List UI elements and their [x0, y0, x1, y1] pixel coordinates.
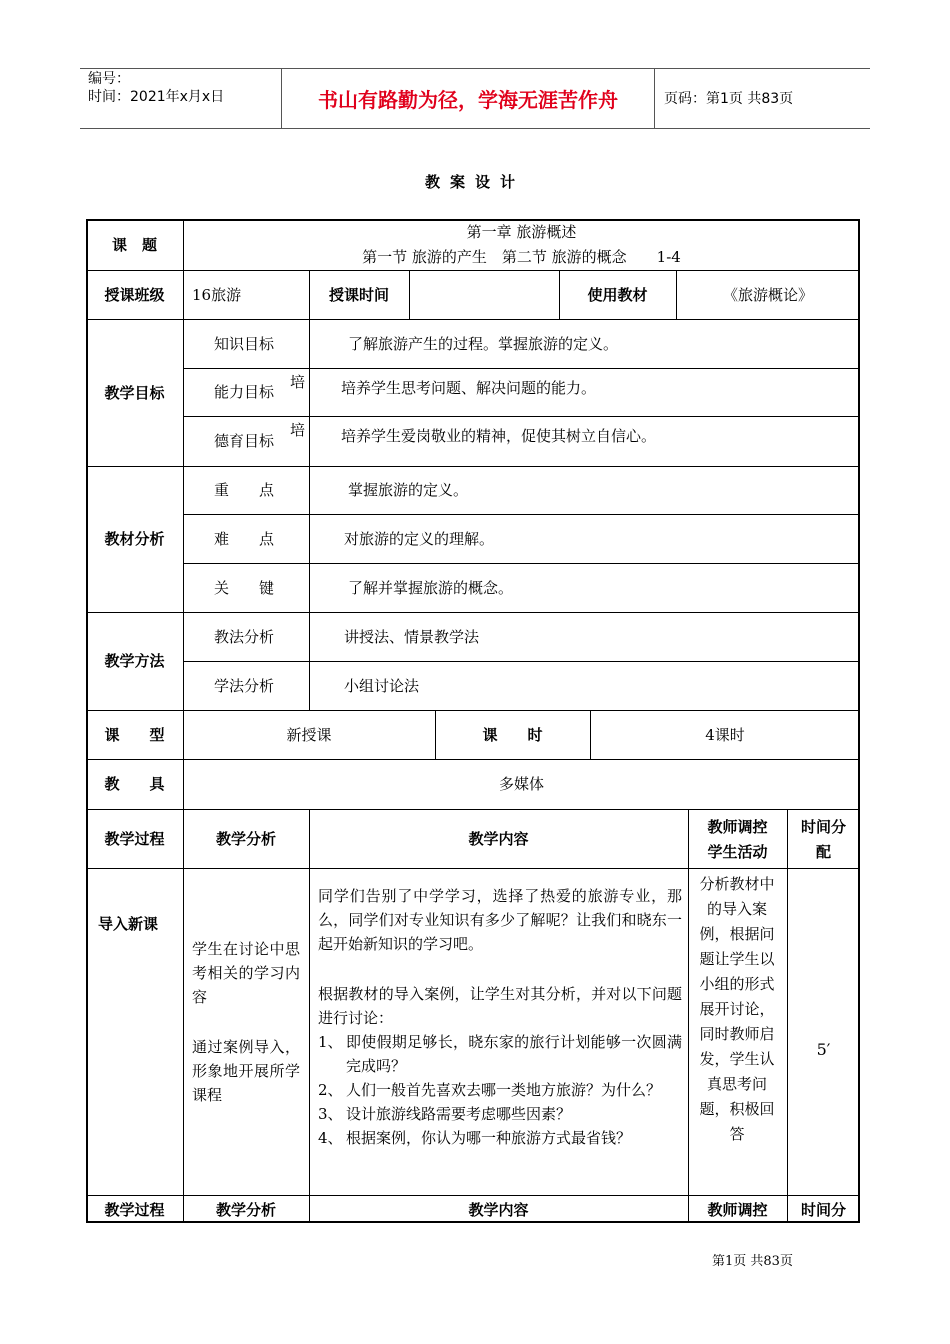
col-header-time: 配 — [815, 843, 831, 861]
header-rule-bottom — [80, 128, 870, 129]
col-header-process: 教学过程 — [104, 829, 165, 848]
textbook-value: 《旅游概论》 — [722, 285, 813, 304]
intro-question-text: 即使假期足够长，晓东家的旅行计划能够一次圆满完成吗？ — [346, 1033, 682, 1075]
intro-question-text: 设计旅游线路需要考虑哪些因素？ — [346, 1105, 572, 1123]
objectives-label: 教学目标 — [104, 383, 165, 402]
intro-question-num: 1、 — [318, 1033, 343, 1051]
textbook-label: 使用教材 — [587, 285, 648, 304]
table-rule — [86, 1195, 860, 1196]
type-label: 课 型 — [104, 725, 165, 744]
intro-content — [318, 884, 682, 1150]
analysis-name: 难 点 — [214, 529, 275, 548]
intro-analysis-p1: 学生在讨论中思考相关的学习内容 — [192, 940, 300, 1006]
intro-question — [318, 1078, 682, 1102]
header-meta — [88, 70, 224, 106]
header-page-info: 页码：第1页 共83页 — [664, 91, 794, 107]
intro-content-p1: 同学们告别了中学学习，选择了热爱的旅游专业，那么，同学们对专业知识有多少了解呢？让我们和晓东一起开始新知识的学习吧。 — [318, 887, 682, 953]
repeat-header-time: 时间分 — [800, 1201, 846, 1219]
class-value: 16旅游 — [192, 285, 242, 304]
analysis-name: 关 键 — [214, 578, 275, 597]
objective-mark: 培 — [290, 373, 306, 391]
repeat-header-content: 教学内容 — [468, 1201, 529, 1219]
analysis-text: 对旅游的定义的理解。 — [344, 529, 495, 548]
objective-text: 培养学生思考问题、解决问题的能力。 — [341, 379, 597, 397]
table-rule — [787, 809, 788, 1223]
intro-stage: 导入新课 — [97, 915, 158, 933]
method-text: 小组讨论法 — [344, 676, 420, 695]
objective-name: 德育目标 — [214, 432, 275, 450]
objective-text: 了解旅游产生的过程。掌握旅游的定义。 — [348, 334, 619, 353]
intro-question — [318, 1030, 682, 1078]
time-label: 授课时间 — [328, 285, 389, 304]
page-footer: 第1页 共83页 — [712, 1254, 793, 1269]
type-value: 新授课 — [286, 725, 332, 744]
col-header-content: 教学内容 — [468, 829, 529, 848]
objective-name: 能力目标 — [214, 383, 275, 401]
header-motto: 书山有路勤为径，学海无涯苦作舟 — [318, 87, 618, 112]
hours-value: 4课时 — [705, 725, 745, 744]
method-name: 教法分析 — [214, 627, 275, 646]
topic-chapter: 第一章 旅游概述 — [466, 223, 577, 241]
method-label: 教学方法 — [104, 652, 165, 670]
tools-value: 多媒体 — [498, 775, 544, 793]
analysis-text: 掌握旅游的定义。 — [348, 481, 469, 499]
hours-label: 课 时 — [482, 725, 543, 744]
objective-mark: 培 — [290, 421, 306, 439]
intro-question — [318, 1102, 682, 1126]
table-rule — [86, 868, 860, 869]
table-rule — [309, 809, 310, 1223]
time-value — [409, 270, 559, 319]
intro-question-text: 根据案例，你认为哪一种旅游方式最省钱？ — [346, 1129, 632, 1147]
intro-question-text: 人们一般首先喜欢去哪一类地方旅游？为什么？ — [346, 1081, 662, 1099]
class-label: 授课班级 — [104, 285, 165, 304]
col-header-analysis: 教学分析 — [215, 829, 276, 848]
method-text: 讲授法、情景教学法 — [344, 627, 480, 646]
repeat-header-activity: 教师调控 — [707, 1201, 768, 1219]
header-time: 时间：2021年x月x日 — [88, 89, 225, 105]
document-title: 教案设计 — [424, 173, 525, 191]
table-rule — [688, 809, 689, 1223]
intro-question-num: 3、 — [318, 1105, 343, 1123]
intro-analysis — [192, 937, 300, 1107]
col-header-time: 时间分 — [800, 818, 846, 836]
header-code: 编号： — [88, 71, 130, 87]
header-divider — [654, 68, 655, 128]
intro-time: 5′ — [816, 1040, 831, 1059]
repeat-header-process: 教学过程 — [104, 1201, 165, 1219]
analysis-text: 了解并掌握旅游的概念。 — [348, 578, 514, 597]
objective-text: 培养学生爱岗敬业的精神，促使其树立自信心。 — [341, 427, 657, 445]
intro-activity: 分析教材中的导入案例，根据问题让学生以小组的形式展开讨论，同时教师启发，学生认真思考问题，积极回答 — [699, 875, 775, 1143]
repeat-header-analysis: 教学分析 — [215, 1201, 276, 1219]
intro-question-num: 2、 — [318, 1081, 343, 1099]
objective-name: 知识目标 — [214, 334, 275, 353]
method-name: 学法分析 — [214, 676, 275, 695]
topic-sections: 第一节 旅游的产生 第二节 旅游的概念 1-4 — [362, 248, 681, 266]
intro-analysis-p2: 通过案例导入，形象地开展所学课程 — [192, 1038, 300, 1104]
analysis-name: 重 点 — [214, 481, 275, 499]
intro-content-p2: 根据教材的导入案例，让学生对其分析，并对以下问题进行讨论： — [318, 985, 682, 1027]
intro-question-num: 4、 — [318, 1129, 343, 1147]
intro-question — [318, 1126, 682, 1150]
analysis-label: 教材分析 — [104, 530, 165, 548]
topic-label: 课 题 — [111, 235, 157, 254]
col-header-activity: 教师调控 — [707, 818, 768, 836]
tools-label: 教 具 — [104, 775, 165, 793]
col-header-activity: 学生活动 — [707, 843, 768, 861]
